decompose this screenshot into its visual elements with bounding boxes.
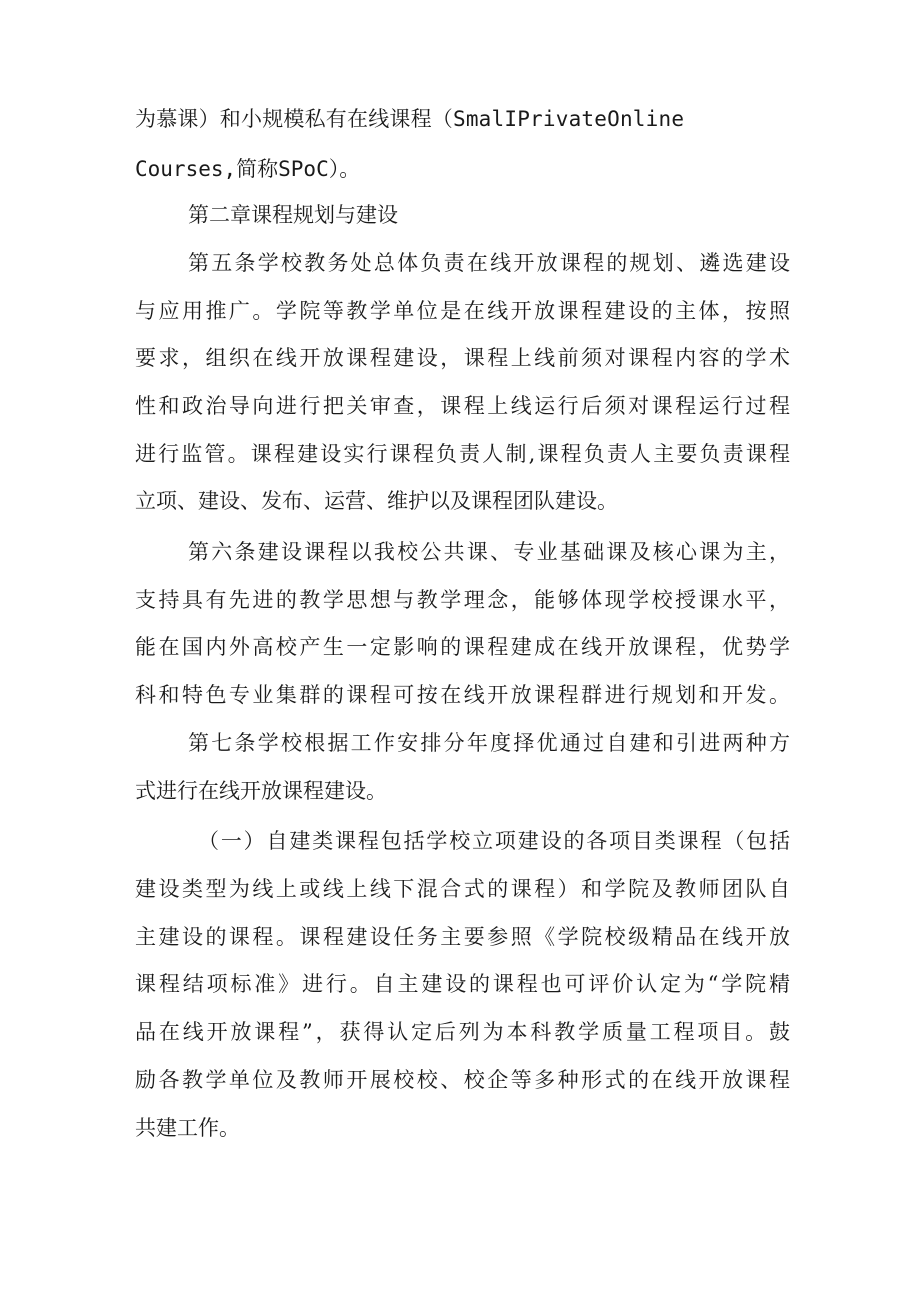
article6-line-2: 支持具有先进的教学思想与教学理念，能够体现学校授课水平，	[135, 588, 790, 612]
article7-line-1: 第七条学校根据工作安排分年度择优通过自建和引进两种方	[188, 731, 790, 755]
item1-line-7: 共建工作。	[135, 1116, 240, 1140]
article6-line-3: 能在国内外高校产生一定影响的课程建成在线开放课程，优势学	[135, 635, 790, 659]
article5-line-3: 要求，组织在线开放课程建设，课程上线前须对课程内容的学术	[135, 346, 790, 370]
item1-line-3: 主建设的课程。课程建设任务主要参照《学院校级精品在线开放	[135, 925, 790, 949]
item1-line-5: 品在线开放课程”，获得认定后列为本科教学质量工程项目。鼓	[135, 1020, 790, 1044]
intro-line-1: 为慕课）和小规模私有在线课程（SmalIPrivateOnline	[135, 107, 685, 131]
article5-line-1: 第五条学校教务处总体负责在线开放课程的规划、遴选建设	[188, 251, 790, 275]
item1-line-1: （一）自建类课程包括学校立项建设的各项目类课程（包括	[198, 829, 790, 853]
article5-line-5: 进行监管。课程建设实行课程负责人制,课程负责人主要负责课程	[135, 442, 790, 466]
intro-line-2: Courses,简称SPoC）。	[135, 157, 361, 181]
article5-line-2: 与应用推广。学院等教学单位是在线开放课程建设的主体，按照	[135, 299, 790, 323]
item1-line-6: 励各教学单位及教师开展校校、校企等多种形式的在线开放课程	[135, 1068, 790, 1092]
item1-line-2: 建设类型为线上或线上线下混合式的课程）和学院及教师团队自	[135, 877, 790, 901]
article5-line-4: 性和政治导向进行把关审查，课程上线运行后须对课程运行过程	[135, 394, 790, 418]
article6-line-1: 第六条建设课程以我校公共课、专业基础课及核心课为主，	[188, 540, 790, 564]
article7-line-2: 式进行在线开放课程建设。	[135, 779, 387, 803]
article5-line-6: 立项、建设、发布、运营、维护以及课程团队建设。	[135, 489, 618, 513]
article6-line-4: 科和特色专业集群的课程可按在线开放课程群进行规划和开发。	[135, 683, 790, 707]
chapter-heading: 第二章课程规划与建设	[188, 203, 398, 227]
item1-line-4: 课程结项标准》进行。自主建设的课程也可评价认定为“学院精	[135, 972, 790, 996]
